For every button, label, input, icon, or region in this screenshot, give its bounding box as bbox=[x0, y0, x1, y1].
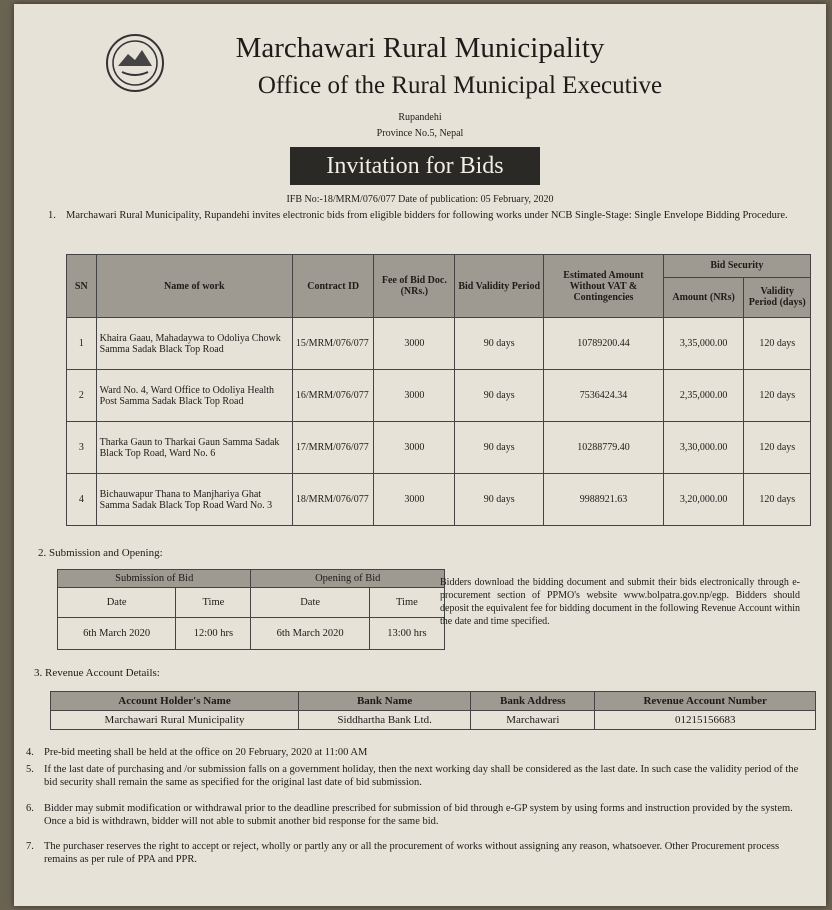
row-work-name: Khaira Gaau, Mahadaywa to Odoliya Chowk Samma Sadak Black Top Road bbox=[96, 318, 292, 370]
note-7-text: The purchaser reserves the right to accept or reject, wholly or partly any or all the procurement of works without assigning any reason, whatsoever. Other Procurement process remains as per rule of PPA and PPR. bbox=[44, 841, 780, 865]
row-work-name: Bichauwapur Thana to Manjhariya Ghat Samma Sadak Black Top Road Ward No. 3 bbox=[96, 474, 292, 526]
col-name: Name of work bbox=[96, 255, 292, 318]
row-validity: 90 days bbox=[455, 370, 544, 422]
opening-date: 6th March 2020 bbox=[251, 618, 369, 650]
row-contract-id: 16/MRM/076/077 bbox=[292, 370, 374, 422]
section3-heading: 3. Revenue Account Details: bbox=[34, 667, 160, 679]
office-subtitle: Office of the Rural Municipal Executive bbox=[257, 72, 663, 99]
row-security-days: 120 days bbox=[744, 474, 811, 526]
note-5-text: If the last date of purchasing and /or submission falls on a government holiday, then the next working day shall be considered as the last date. In such case the validity period of the bid security shall remain the same as specified for the original last date of bid submission. bbox=[44, 764, 799, 788]
col-estimate: Estimated Amount Without VAT & Contingencies bbox=[544, 255, 664, 318]
works-table bbox=[66, 254, 811, 526]
row-work-name: Tharka Gaun to Tharkai Gaun Samma Sadak Black Top Road, Ward No. 6 bbox=[96, 422, 292, 474]
ifb-number-line: IFB No:-18/MRM/076/077 Date of publication: 05 February, 2020 bbox=[286, 194, 554, 205]
district-label: Rupandehi bbox=[398, 112, 442, 123]
bank-name-header: Bank Name bbox=[299, 692, 471, 711]
note-4-text: Pre-bid meeting shall be held at the office on 20 February, 2020 at 11:00 AM bbox=[44, 747, 368, 758]
section2-heading: 2. Submission and Opening: bbox=[38, 547, 163, 559]
section1-number: 1. bbox=[48, 210, 56, 221]
note-6-text: Bidder may submit modification or withdrawal prior to the deadline prescribed for submission of bid through e-GP system by using forms and instruction provided by the system. Once a bid is withdrawn, bidder will not able to submit another bid response for the same bid. bbox=[44, 803, 793, 827]
revenue-account-number-header: Revenue Account Number bbox=[595, 692, 816, 711]
table-row bbox=[67, 474, 811, 526]
open-date-header: Date bbox=[251, 588, 369, 618]
row-security-days: 120 days bbox=[744, 370, 811, 422]
opening-of-bid-header: Opening of Bid bbox=[251, 570, 445, 588]
row-fee: 3000 bbox=[374, 422, 455, 474]
row-estimate: 7536424.34 bbox=[544, 370, 664, 422]
note-4-number: 4. bbox=[26, 747, 34, 758]
row-validity: 90 days bbox=[455, 474, 544, 526]
submission-time: 12:00 hrs bbox=[176, 618, 251, 650]
municipality-title: Marchawari Rural Municipality bbox=[235, 32, 605, 64]
row-security-amount: 3,30,000.00 bbox=[663, 422, 744, 474]
works-table-header bbox=[67, 255, 811, 278]
col-security-validity: Validity Period (days) bbox=[744, 277, 811, 317]
row-security-amount: 3,35,000.00 bbox=[663, 318, 744, 370]
row-work-name: Ward No. 4, Ward Office to Odoliya Health Post Samma Sadak Black Top Road bbox=[96, 370, 292, 422]
revenue-account-table bbox=[50, 691, 816, 730]
submission-date: 6th March 2020 bbox=[58, 618, 176, 650]
row-sn: 4 bbox=[67, 474, 97, 526]
revenue-account-number: 01215156683 bbox=[595, 711, 816, 730]
row-sn: 1 bbox=[67, 318, 97, 370]
row-contract-id: 17/MRM/076/077 bbox=[292, 422, 374, 474]
row-estimate: 9988921.63 bbox=[544, 474, 664, 526]
row-contract-id: 18/MRM/076/077 bbox=[292, 474, 374, 526]
submission-note: Bidders download the bidding document and submit their bids electronically through e-procurement section of PPMO's website www.bolpatra.gov.np/egp. Bidders should deposit the equivalent fee for bidding document in the following Revenue Account within the date and time specified. bbox=[440, 577, 800, 627]
col-fee: Fee of Bid Doc. (NRs.) bbox=[374, 255, 455, 318]
row-security-days: 120 days bbox=[744, 422, 811, 474]
row-contract-id: 15/MRM/076/077 bbox=[292, 318, 374, 370]
col-security-amount: Amount (NRs) bbox=[663, 277, 744, 317]
account-holder-name: Marchawari Rural Municipality bbox=[51, 711, 299, 730]
table-row bbox=[67, 318, 811, 370]
sub-time-header: Time bbox=[176, 588, 251, 618]
province-label: Province No.5, Nepal bbox=[376, 128, 464, 139]
row-validity: 90 days bbox=[455, 422, 544, 474]
submission-opening-table bbox=[57, 569, 445, 650]
row-security-amount: 2,35,000.00 bbox=[663, 370, 744, 422]
invitation-banner: Invitation for Bids bbox=[290, 147, 540, 185]
row-validity: 90 days bbox=[455, 318, 544, 370]
row-fee: 3000 bbox=[374, 370, 455, 422]
bank-address: Marchawari bbox=[471, 711, 595, 730]
open-time-header: Time bbox=[369, 588, 444, 618]
bank-address-header: Bank Address bbox=[471, 692, 595, 711]
row-sn: 3 bbox=[67, 422, 97, 474]
row-security-amount: 3,20,000.00 bbox=[663, 474, 744, 526]
account-holder-header: Account Holder's Name bbox=[51, 692, 299, 711]
col-sn: SN bbox=[67, 255, 97, 318]
opening-time: 13:00 hrs bbox=[369, 618, 444, 650]
section1-text: Marchawari Rural Municipality, Rupandehi invites electronic bids from eligible bidders for following works under NCB Single-Stage: Single Envelope Bidding Procedure. bbox=[66, 210, 788, 221]
row-fee: 3000 bbox=[374, 474, 455, 526]
col-bid-security: Bid Security bbox=[663, 255, 810, 278]
table-row bbox=[67, 422, 811, 474]
row-estimate: 10789200.44 bbox=[544, 318, 664, 370]
notice-paper bbox=[14, 4, 826, 906]
note-7-number: 7. bbox=[26, 841, 34, 852]
row-fee: 3000 bbox=[374, 318, 455, 370]
note-6-number: 6. bbox=[26, 803, 34, 814]
table-row bbox=[67, 370, 811, 422]
row-security-days: 120 days bbox=[744, 318, 811, 370]
submission-of-bid-header: Submission of Bid bbox=[58, 570, 251, 588]
note-5-number: 5. bbox=[26, 764, 34, 775]
sub-date-header: Date bbox=[58, 588, 176, 618]
col-contract: Contract ID bbox=[292, 255, 374, 318]
row-sn: 2 bbox=[67, 370, 97, 422]
bank-name: Siddhartha Bank Ltd. bbox=[299, 711, 471, 730]
row-estimate: 10288779.40 bbox=[544, 422, 664, 474]
col-validity: Bid Validity Period bbox=[455, 255, 544, 318]
